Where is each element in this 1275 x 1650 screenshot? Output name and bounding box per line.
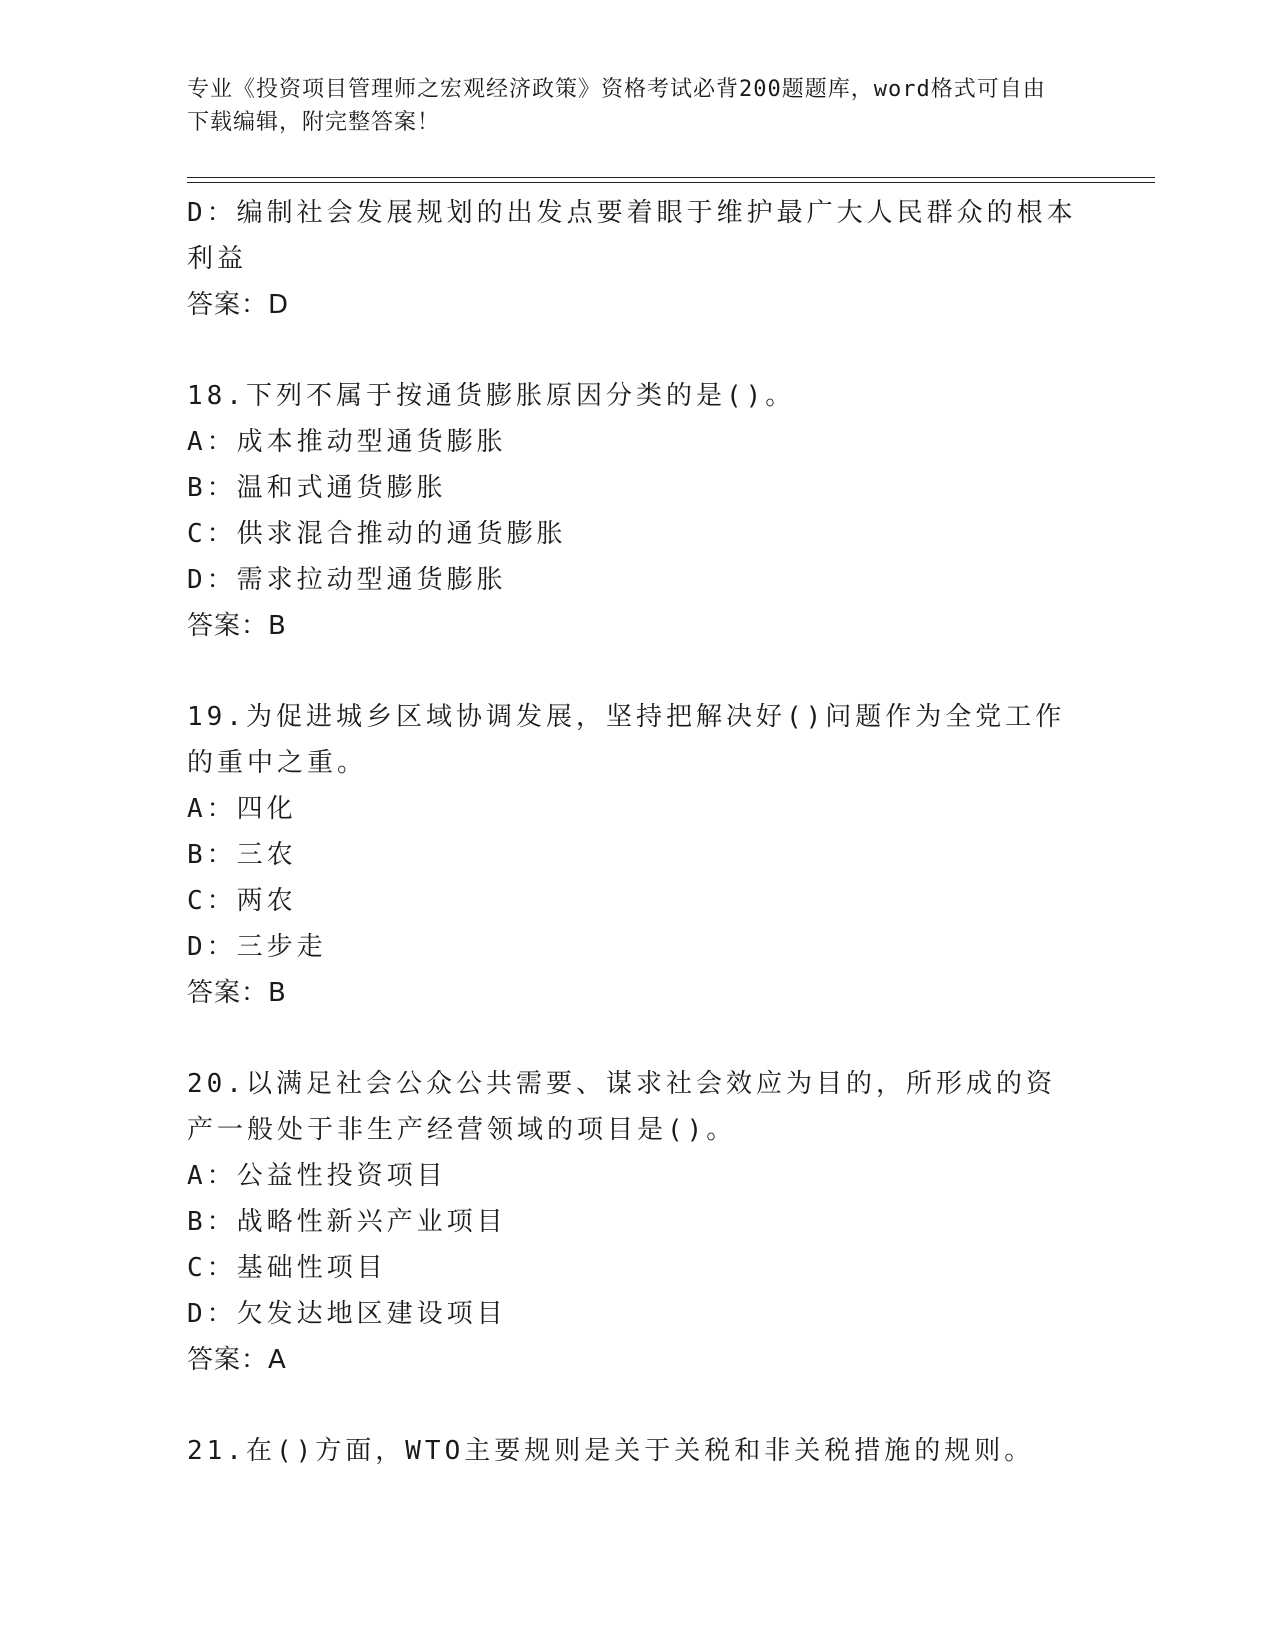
- spacer: [187, 1016, 1077, 1061]
- spacer: [187, 328, 1077, 373]
- answer-line: 答案：A: [187, 1345, 287, 1375]
- header-text: 专业《投资项目管理师之宏观经济政策》资格考试必背200题题库，word格式可自由下载编辑，附完整答案！: [187, 77, 1046, 135]
- option-b: B：三农: [187, 840, 297, 870]
- option-c: C：供求混合推动的通货膨胀: [187, 519, 567, 549]
- option-d: D：三步走: [187, 932, 327, 962]
- option-c: C：基础性项目: [187, 1253, 387, 1283]
- carryover-block: [187, 190, 1077, 328]
- question-19: [187, 694, 1077, 1016]
- answer-line: 答案：B: [187, 611, 287, 641]
- header-rule-top: [187, 177, 1155, 178]
- answer-line: 答案：D: [187, 290, 290, 320]
- option-a: A：成本推动型通货膨胀: [187, 427, 507, 457]
- option-d: D：需求拉动型通货膨胀: [187, 565, 507, 595]
- option-b: B：温和式通货膨胀: [187, 473, 447, 503]
- spacer: [187, 649, 1077, 694]
- question-stem: 20.以满足社会公众公共需要、谋求社会效应为目的，所形成的资产一般处于非生产经营领域的项目是()。: [187, 1069, 1056, 1145]
- question-18: [187, 373, 1077, 649]
- header-rule-bottom: [187, 182, 1155, 183]
- option-a: A：公益性投资项目: [187, 1161, 447, 1191]
- option-b: B：战略性新兴产业项目: [187, 1207, 507, 1237]
- question-list: [187, 190, 1077, 1474]
- question-20: [187, 1061, 1077, 1383]
- question-stem: 21.在()方面，WTO主要规则是关于关税和非关税措施的规则。: [187, 1436, 1035, 1466]
- question-stem: 18.下列不属于按通货膨胀原因分类的是()。: [187, 381, 796, 411]
- document-header: [187, 73, 1067, 139]
- option-c: C：两农: [187, 886, 297, 916]
- question-21: [187, 1428, 1077, 1474]
- option-a: A：四化: [187, 794, 297, 824]
- option-d: D：编制社会发展规划的出发点要着眼于维护最广大人民群众的根本利益: [187, 198, 1077, 274]
- spacer: [187, 1383, 1077, 1428]
- option-d: D：欠发达地区建设项目: [187, 1299, 507, 1329]
- question-stem: 19.为促进城乡区域协调发展，坚持把解决好()问题作为全党工作的重中之重。: [187, 702, 1066, 778]
- answer-line: 答案：B: [187, 978, 287, 1008]
